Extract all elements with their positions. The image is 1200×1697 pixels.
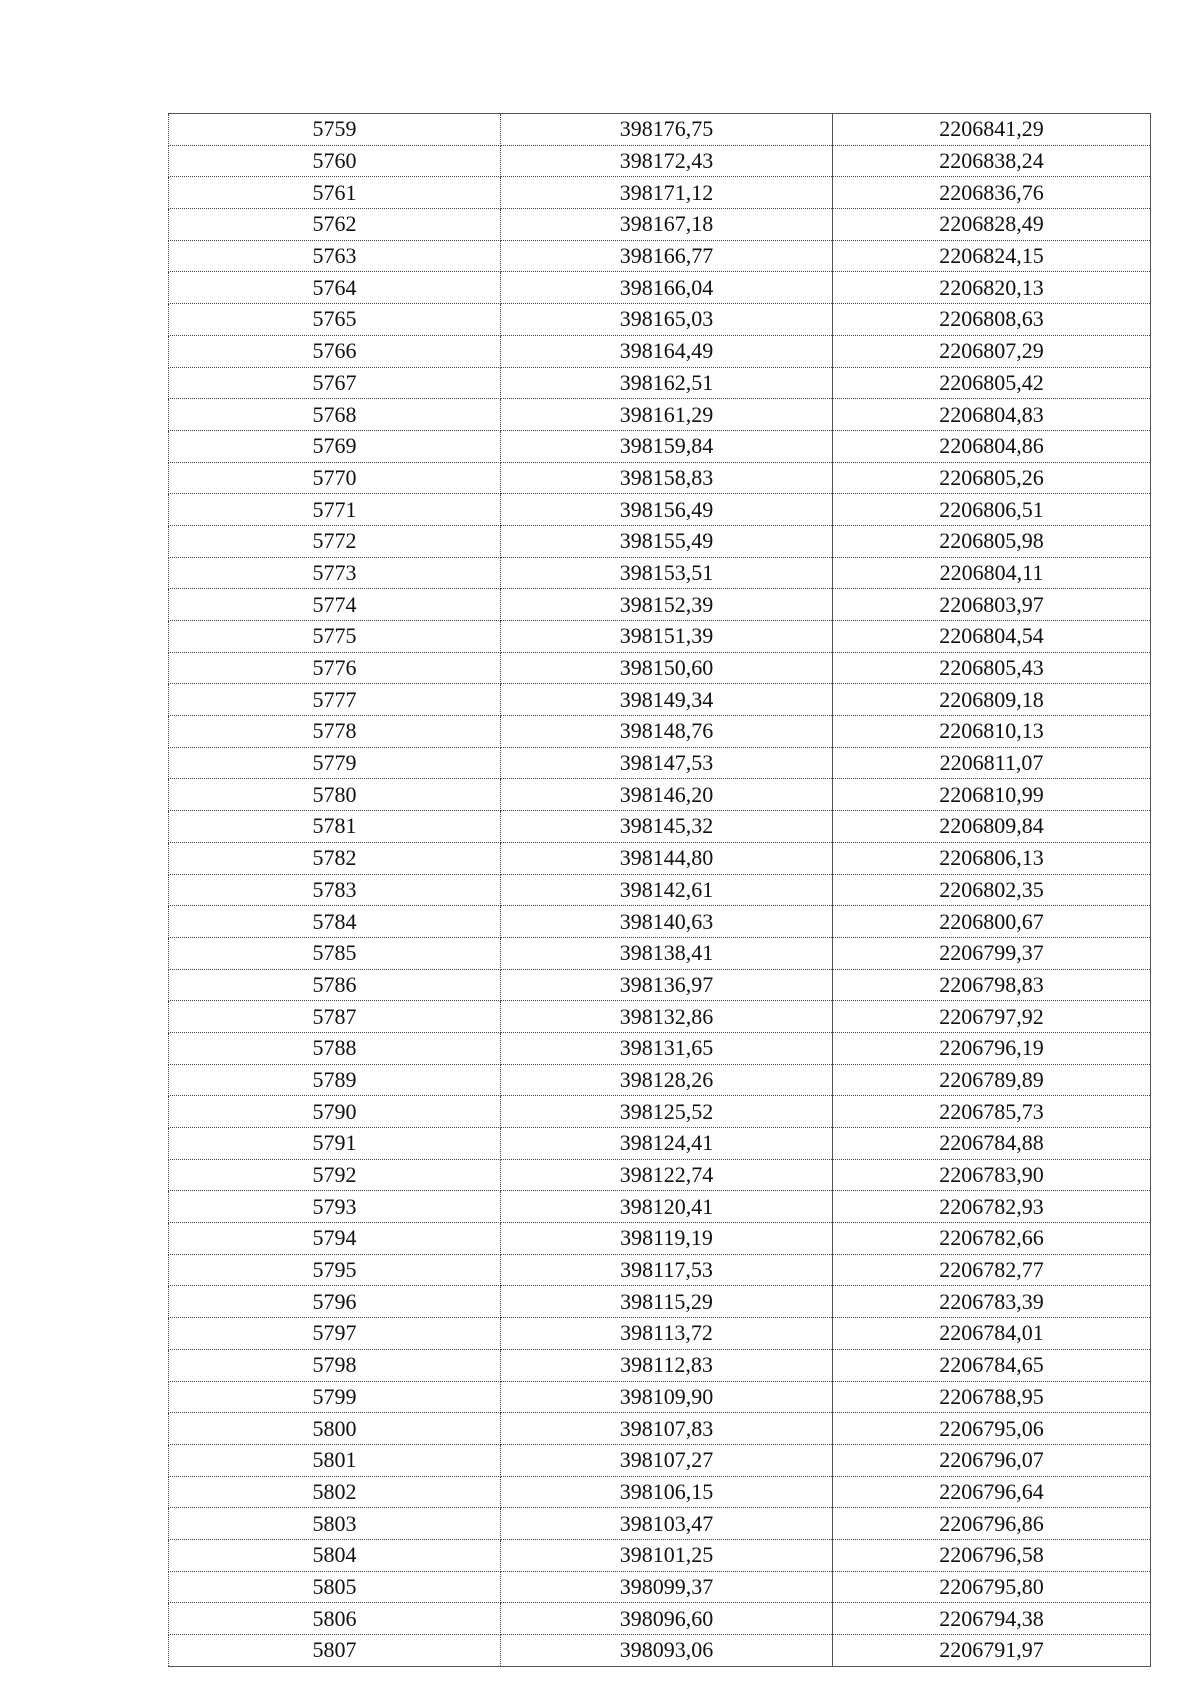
table-row xyxy=(169,1128,1151,1160)
table-row xyxy=(169,874,1151,906)
y-coordinate-cell: 2206795,80 xyxy=(833,1571,1151,1603)
point-number-cell: 5788 xyxy=(169,1032,501,1064)
y-coordinate-cell: 2206810,99 xyxy=(833,779,1151,811)
y-coordinate-cell: 2206810,13 xyxy=(833,716,1151,748)
x-coordinate-cell: 398096,60 xyxy=(501,1603,833,1635)
point-number-cell: 5777 xyxy=(169,684,501,716)
y-coordinate-cell: 2206828,49 xyxy=(833,209,1151,241)
table-row xyxy=(169,494,1151,526)
point-number-cell: 5773 xyxy=(169,557,501,589)
y-coordinate-cell: 2206804,54 xyxy=(833,621,1151,653)
x-coordinate-cell: 398124,41 xyxy=(501,1128,833,1160)
y-coordinate-cell: 2206796,19 xyxy=(833,1032,1151,1064)
coordinates-table xyxy=(168,113,1151,1667)
table-row xyxy=(169,430,1151,462)
y-coordinate-cell: 2206782,77 xyxy=(833,1254,1151,1286)
y-coordinate-cell: 2206806,13 xyxy=(833,842,1151,874)
point-number-cell: 5767 xyxy=(169,367,501,399)
table-row xyxy=(169,969,1151,1001)
y-coordinate-cell: 2206784,65 xyxy=(833,1349,1151,1381)
table-row xyxy=(169,557,1151,589)
point-number-cell: 5804 xyxy=(169,1539,501,1571)
point-number-cell: 5806 xyxy=(169,1603,501,1635)
table-row xyxy=(169,304,1151,336)
table-row xyxy=(169,145,1151,177)
y-coordinate-cell: 2206789,89 xyxy=(833,1064,1151,1096)
y-coordinate-cell: 2206783,90 xyxy=(833,1159,1151,1191)
table-row xyxy=(169,209,1151,241)
point-number-cell: 5786 xyxy=(169,969,501,1001)
point-number-cell: 5791 xyxy=(169,1128,501,1160)
x-coordinate-cell: 398165,03 xyxy=(501,304,833,336)
y-coordinate-cell: 2206796,58 xyxy=(833,1539,1151,1571)
table-row xyxy=(169,1508,1151,1540)
point-number-cell: 5762 xyxy=(169,209,501,241)
y-coordinate-cell: 2206805,43 xyxy=(833,652,1151,684)
y-coordinate-cell: 2206800,67 xyxy=(833,906,1151,938)
point-number-cell: 5805 xyxy=(169,1571,501,1603)
x-coordinate-cell: 398171,12 xyxy=(501,177,833,209)
x-coordinate-cell: 398109,90 xyxy=(501,1381,833,1413)
table-row xyxy=(169,1254,1151,1286)
point-number-cell: 5774 xyxy=(169,589,501,621)
table-row xyxy=(169,1001,1151,1033)
y-coordinate-cell: 2206785,73 xyxy=(833,1096,1151,1128)
x-coordinate-cell: 398145,32 xyxy=(501,811,833,843)
point-number-cell: 5772 xyxy=(169,525,501,557)
y-coordinate-cell: 2206797,92 xyxy=(833,1001,1151,1033)
table-row xyxy=(169,1286,1151,1318)
point-number-cell: 5802 xyxy=(169,1476,501,1508)
x-coordinate-cell: 398122,74 xyxy=(501,1159,833,1191)
point-number-cell: 5795 xyxy=(169,1254,501,1286)
y-coordinate-cell: 2206841,29 xyxy=(833,114,1151,146)
point-number-cell: 5797 xyxy=(169,1318,501,1350)
table-row xyxy=(169,1381,1151,1413)
coordinates-table-body xyxy=(169,114,1151,1667)
point-number-cell: 5764 xyxy=(169,272,501,304)
y-coordinate-cell: 2206806,51 xyxy=(833,494,1151,526)
table-row xyxy=(169,747,1151,779)
x-coordinate-cell: 398125,52 xyxy=(501,1096,833,1128)
y-coordinate-cell: 2206782,93 xyxy=(833,1191,1151,1223)
point-number-cell: 5776 xyxy=(169,652,501,684)
x-coordinate-cell: 398131,65 xyxy=(501,1032,833,1064)
point-number-cell: 5766 xyxy=(169,335,501,367)
table-row xyxy=(169,1349,1151,1381)
y-coordinate-cell: 2206791,97 xyxy=(833,1635,1151,1667)
point-number-cell: 5781 xyxy=(169,811,501,843)
x-coordinate-cell: 398164,49 xyxy=(501,335,833,367)
table-row xyxy=(169,842,1151,874)
point-number-cell: 5779 xyxy=(169,747,501,779)
point-number-cell: 5785 xyxy=(169,937,501,969)
point-number-cell: 5780 xyxy=(169,779,501,811)
table-row xyxy=(169,621,1151,653)
table-row xyxy=(169,1635,1151,1667)
y-coordinate-cell: 2206804,83 xyxy=(833,399,1151,431)
x-coordinate-cell: 398140,63 xyxy=(501,906,833,938)
table-row xyxy=(169,652,1151,684)
y-coordinate-cell: 2206802,35 xyxy=(833,874,1151,906)
table-row xyxy=(169,1191,1151,1223)
point-number-cell: 5782 xyxy=(169,842,501,874)
point-number-cell: 5790 xyxy=(169,1096,501,1128)
x-coordinate-cell: 398156,49 xyxy=(501,494,833,526)
x-coordinate-cell: 398162,51 xyxy=(501,367,833,399)
table-row xyxy=(169,937,1151,969)
point-number-cell: 5775 xyxy=(169,621,501,653)
x-coordinate-cell: 398150,60 xyxy=(501,652,833,684)
y-coordinate-cell: 2206824,15 xyxy=(833,240,1151,272)
x-coordinate-cell: 398151,39 xyxy=(501,621,833,653)
point-number-cell: 5796 xyxy=(169,1286,501,1318)
table-row xyxy=(169,1096,1151,1128)
x-coordinate-cell: 398158,83 xyxy=(501,462,833,494)
point-number-cell: 5792 xyxy=(169,1159,501,1191)
table-row xyxy=(169,114,1151,146)
table-row xyxy=(169,811,1151,843)
table-row xyxy=(169,1603,1151,1635)
y-coordinate-cell: 2206784,88 xyxy=(833,1128,1151,1160)
x-coordinate-cell: 398106,15 xyxy=(501,1476,833,1508)
x-coordinate-cell: 398176,75 xyxy=(501,114,833,146)
point-number-cell: 5769 xyxy=(169,430,501,462)
y-coordinate-cell: 2206796,64 xyxy=(833,1476,1151,1508)
y-coordinate-cell: 2206796,07 xyxy=(833,1444,1151,1476)
table-row xyxy=(169,1032,1151,1064)
point-number-cell: 5784 xyxy=(169,906,501,938)
table-row xyxy=(169,684,1151,716)
x-coordinate-cell: 398144,80 xyxy=(501,842,833,874)
x-coordinate-cell: 398136,97 xyxy=(501,969,833,1001)
table-row xyxy=(169,779,1151,811)
y-coordinate-cell: 2206804,86 xyxy=(833,430,1151,462)
x-coordinate-cell: 398153,51 xyxy=(501,557,833,589)
point-number-cell: 5770 xyxy=(169,462,501,494)
table-row xyxy=(169,1571,1151,1603)
table-row xyxy=(169,1064,1151,1096)
x-coordinate-cell: 398115,29 xyxy=(501,1286,833,1318)
x-coordinate-cell: 398103,47 xyxy=(501,1508,833,1540)
table-row xyxy=(169,367,1151,399)
x-coordinate-cell: 398128,26 xyxy=(501,1064,833,1096)
y-coordinate-cell: 2206783,39 xyxy=(833,1286,1151,1318)
x-coordinate-cell: 398142,61 xyxy=(501,874,833,906)
y-coordinate-cell: 2206805,42 xyxy=(833,367,1151,399)
point-number-cell: 5759 xyxy=(169,114,501,146)
point-number-cell: 5798 xyxy=(169,1349,501,1381)
x-coordinate-cell: 398120,41 xyxy=(501,1191,833,1223)
point-number-cell: 5800 xyxy=(169,1413,501,1445)
table-row xyxy=(169,1223,1151,1255)
point-number-cell: 5789 xyxy=(169,1064,501,1096)
x-coordinate-cell: 398148,76 xyxy=(501,716,833,748)
y-coordinate-cell: 2206838,24 xyxy=(833,145,1151,177)
y-coordinate-cell: 2206807,29 xyxy=(833,335,1151,367)
table-row xyxy=(169,1413,1151,1445)
y-coordinate-cell: 2206805,26 xyxy=(833,462,1151,494)
x-coordinate-cell: 398166,77 xyxy=(501,240,833,272)
y-coordinate-cell: 2206836,76 xyxy=(833,177,1151,209)
point-number-cell: 5787 xyxy=(169,1001,501,1033)
x-coordinate-cell: 398107,27 xyxy=(501,1444,833,1476)
y-coordinate-cell: 2206799,37 xyxy=(833,937,1151,969)
table-row xyxy=(169,462,1151,494)
x-coordinate-cell: 398172,43 xyxy=(501,145,833,177)
x-coordinate-cell: 398167,18 xyxy=(501,209,833,241)
y-coordinate-cell: 2206795,06 xyxy=(833,1413,1151,1445)
x-coordinate-cell: 398152,39 xyxy=(501,589,833,621)
table-row xyxy=(169,589,1151,621)
y-coordinate-cell: 2206782,66 xyxy=(833,1223,1151,1255)
table-row xyxy=(169,399,1151,431)
point-number-cell: 5760 xyxy=(169,145,501,177)
y-coordinate-cell: 2206798,83 xyxy=(833,969,1151,1001)
x-coordinate-cell: 398112,83 xyxy=(501,1349,833,1381)
table-row xyxy=(169,240,1151,272)
point-number-cell: 5794 xyxy=(169,1223,501,1255)
y-coordinate-cell: 2206808,63 xyxy=(833,304,1151,336)
table-row xyxy=(169,177,1151,209)
y-coordinate-cell: 2206788,95 xyxy=(833,1381,1151,1413)
y-coordinate-cell: 2206820,13 xyxy=(833,272,1151,304)
point-number-cell: 5768 xyxy=(169,399,501,431)
y-coordinate-cell: 2206796,86 xyxy=(833,1508,1151,1540)
y-coordinate-cell: 2206804,11 xyxy=(833,557,1151,589)
x-coordinate-cell: 398107,83 xyxy=(501,1413,833,1445)
y-coordinate-cell: 2206805,98 xyxy=(833,525,1151,557)
table-row xyxy=(169,1539,1151,1571)
y-coordinate-cell: 2206784,01 xyxy=(833,1318,1151,1350)
x-coordinate-cell: 398113,72 xyxy=(501,1318,833,1350)
y-coordinate-cell: 2206811,07 xyxy=(833,747,1151,779)
point-number-cell: 5761 xyxy=(169,177,501,209)
y-coordinate-cell: 2206794,38 xyxy=(833,1603,1151,1635)
point-number-cell: 5793 xyxy=(169,1191,501,1223)
x-coordinate-cell: 398138,41 xyxy=(501,937,833,969)
point-number-cell: 5801 xyxy=(169,1444,501,1476)
table-row xyxy=(169,335,1151,367)
y-coordinate-cell: 2206803,97 xyxy=(833,589,1151,621)
table-row xyxy=(169,272,1151,304)
table-row xyxy=(169,1318,1151,1350)
x-coordinate-cell: 398155,49 xyxy=(501,525,833,557)
x-coordinate-cell: 398101,25 xyxy=(501,1539,833,1571)
x-coordinate-cell: 398149,34 xyxy=(501,684,833,716)
point-number-cell: 5807 xyxy=(169,1635,501,1667)
table-row xyxy=(169,906,1151,938)
point-number-cell: 5803 xyxy=(169,1508,501,1540)
x-coordinate-cell: 398166,04 xyxy=(501,272,833,304)
point-number-cell: 5799 xyxy=(169,1381,501,1413)
point-number-cell: 5763 xyxy=(169,240,501,272)
point-number-cell: 5783 xyxy=(169,874,501,906)
x-coordinate-cell: 398117,53 xyxy=(501,1254,833,1286)
table-row xyxy=(169,525,1151,557)
x-coordinate-cell: 398146,20 xyxy=(501,779,833,811)
y-coordinate-cell: 2206809,84 xyxy=(833,811,1151,843)
x-coordinate-cell: 398093,06 xyxy=(501,1635,833,1667)
y-coordinate-cell: 2206809,18 xyxy=(833,684,1151,716)
point-number-cell: 5771 xyxy=(169,494,501,526)
x-coordinate-cell: 398159,84 xyxy=(501,430,833,462)
x-coordinate-cell: 398147,53 xyxy=(501,747,833,779)
x-coordinate-cell: 398161,29 xyxy=(501,399,833,431)
x-coordinate-cell: 398119,19 xyxy=(501,1223,833,1255)
table-row xyxy=(169,1444,1151,1476)
table-row xyxy=(169,1159,1151,1191)
point-number-cell: 5778 xyxy=(169,716,501,748)
point-number-cell: 5765 xyxy=(169,304,501,336)
x-coordinate-cell: 398132,86 xyxy=(501,1001,833,1033)
table-row xyxy=(169,716,1151,748)
table-row xyxy=(169,1476,1151,1508)
x-coordinate-cell: 398099,37 xyxy=(501,1571,833,1603)
